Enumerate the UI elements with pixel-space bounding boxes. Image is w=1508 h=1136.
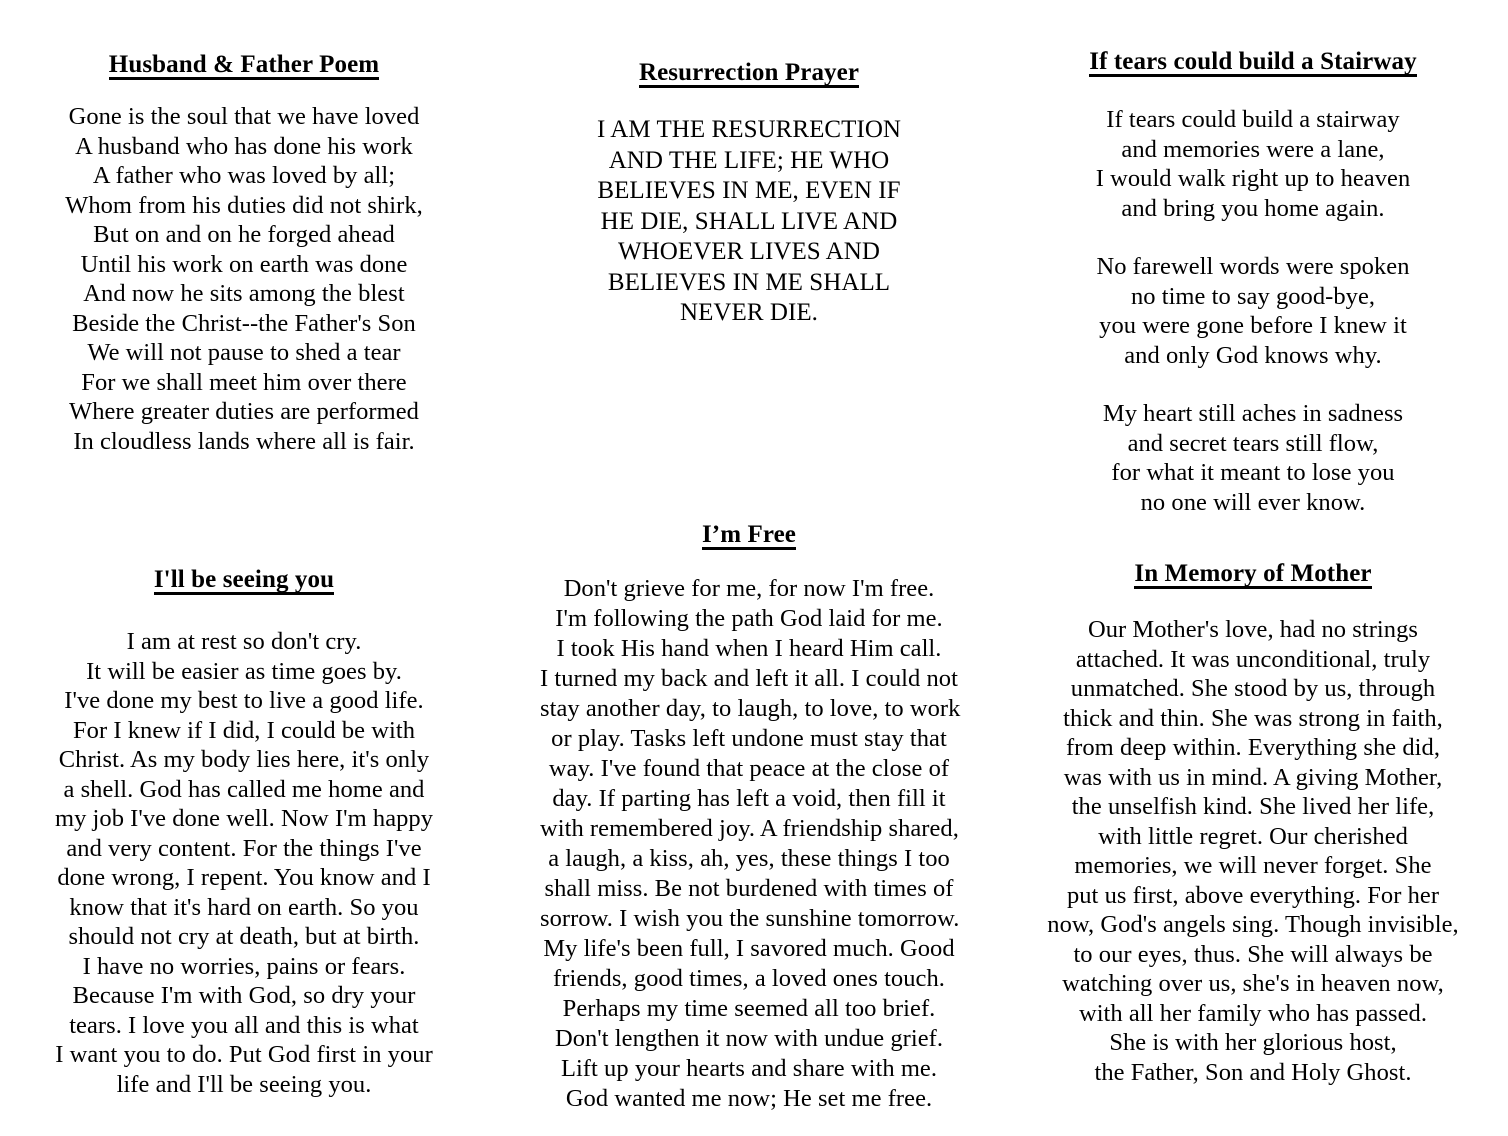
poem-title-wrap	[44, 52, 444, 80]
poem-title: In Memory of Mother	[1134, 560, 1372, 587]
poem-line: I want you to do. Put God first in your	[55, 1041, 433, 1068]
poem-line: with little regret. Our cherished	[1098, 822, 1408, 850]
poem-line: AND THE LIFE; HE WHO	[608, 146, 890, 174]
poem-line: to our eyes, thus. She will always be	[1073, 940, 1433, 968]
poem-line: a shell. God has called me home and	[63, 775, 425, 803]
poem-line: you were gone before I knew it	[1099, 312, 1407, 339]
poem-line: WHOEVER LIVES AND	[618, 238, 880, 265]
poem-cell-resurrection-prayer	[500, 0, 1008, 512]
poem-line: sorrow. I wish you the sunshine tomorrow.	[540, 905, 960, 932]
poem-line: Where greater duties are performed	[69, 398, 419, 425]
poem-line: Don't lengthen it now with undue grief.	[554, 1025, 944, 1052]
poem-line: should not cry at death, but at birth.	[68, 923, 420, 950]
poem-line: thick and thin. She was strong in faith,	[1063, 704, 1443, 732]
poem-line: No farewell words were spoken	[1096, 253, 1410, 280]
poem-line: tears. I love you all and this is what	[69, 1011, 419, 1039]
poem-cell-in-memory-of-mother	[1008, 512, 1508, 1136]
poem-line: Until his work on earth was done	[80, 250, 408, 278]
poem-cell-im-free	[500, 512, 1008, 1136]
poem-line: For I knew if I did, I could be with	[72, 716, 415, 744]
poem-cell-husband-father-poem	[0, 0, 500, 512]
poem-ill-be-seeing-you	[44, 567, 444, 1099]
poem-line: way. I've found that peace at the close of	[548, 755, 950, 782]
poem-line: and very content. For the things I've	[66, 834, 422, 862]
poem-line: with remembered joy. A friendship shared,	[540, 815, 959, 842]
poem-stanza	[540, 574, 961, 1114]
poem-line: Our Mother's love, had no strings	[1088, 616, 1418, 643]
poem-line: God wanted me now; He set me free.	[565, 1085, 933, 1112]
poem-line: My heart still aches in sadness	[1102, 400, 1404, 427]
poem-cell-ill-be-seeing-you	[0, 512, 500, 1136]
poem-stanza	[540, 115, 958, 329]
poem-title-wrap	[540, 522, 958, 550]
poem-line: day. If parting has left a void, then fill it	[552, 785, 946, 812]
poem-title-wrap	[1040, 561, 1466, 589]
poem-line: and memories were a lane,	[1121, 135, 1385, 163]
poem-line: Gone is the soul that we have loved	[68, 103, 420, 130]
poem-body	[540, 115, 958, 329]
poem-line: Beside the Christ--the Father's Son	[72, 309, 416, 337]
poem-line: It will be easier as time goes by.	[86, 657, 402, 685]
poem-line: watching over us, she's in heaven now,	[1062, 970, 1444, 997]
poem-stanza	[1040, 105, 1466, 223]
poem-line: But on and on he forged ahead	[93, 221, 395, 248]
poem-line: I'm following the path God laid for me.	[555, 605, 943, 632]
poem-stanza	[44, 627, 444, 1099]
poem-line: I AM THE RESURRECTION	[596, 116, 902, 143]
poem-line: unmatched. She stood by us, through	[1070, 675, 1436, 702]
poem-line: BELIEVES IN ME, EVEN IF	[597, 177, 901, 204]
poem-stanza	[1040, 252, 1466, 370]
poem-title: Resurrection Prayer	[638, 59, 860, 86]
poem-line: NEVER DIE.	[680, 299, 818, 326]
poem-line: life and I'll be seeing you.	[116, 1070, 372, 1098]
poem-line: Don't grieve for me, for now I'm free.	[563, 575, 935, 602]
poem-body	[540, 574, 961, 1114]
poem-line: Because I'm with God, so dry your	[72, 982, 416, 1009]
poem-stanza	[1040, 615, 1466, 1087]
poem-line: BELIEVES IN ME SHALL	[607, 268, 891, 296]
poem-line: put us first, above everything. For her	[1066, 881, 1440, 909]
poem-line: from deep within. Everything she did,	[1065, 734, 1441, 761]
poem-line: memories, we will never forget. She	[1074, 852, 1432, 879]
poem-line: shall miss. Be not burdened with times of	[544, 875, 954, 902]
poem-line: For we shall meet him over there	[81, 368, 407, 396]
poem-line: now, God's angels sing. Though invisible,	[1047, 911, 1459, 938]
poem-body	[44, 627, 444, 1099]
poem-line: I am at rest so don't cry.	[126, 628, 362, 655]
poem-line: I took His hand when I heard Him call.	[556, 635, 942, 662]
poem-line: and secret tears still flow,	[1127, 429, 1379, 457]
poem-line: HE DIE, SHALL LIVE AND	[600, 207, 898, 235]
poem-title: I’m Free	[701, 521, 797, 548]
poem-line: Whom from his duties did not shirk,	[65, 191, 423, 219]
poem-line: I have no worries, pains or fears.	[82, 952, 406, 980]
poem-line: She is with her glorious host,	[1109, 1029, 1397, 1056]
poem-line: the unselfish kind. She lived her life,	[1071, 793, 1435, 820]
poem-line: attached. It was unconditional, truly	[1075, 645, 1431, 673]
poem-title: Husband & Father Poem	[108, 51, 380, 78]
poem-line: We will not pause to shed a tear	[87, 339, 401, 366]
poem-if-tears-could-build-a-stairway	[1040, 49, 1466, 517]
poem-line: stay another day, to laugh, to love, to work	[540, 695, 961, 722]
poem-title-wrap	[1040, 49, 1466, 77]
poem-line: my job I've done well. Now I'm happy	[54, 805, 434, 832]
poem-in-memory-of-mother	[1040, 561, 1466, 1087]
poem-line: or play. Tasks left undone must stay that	[551, 725, 947, 752]
poem-line: a laugh, a kiss, ah, yes, these things I too	[548, 845, 950, 872]
poem-stanza	[44, 102, 444, 456]
poem-im-free	[540, 521, 961, 1114]
poem-line: was with us in mind. A giving Mother,	[1063, 763, 1443, 791]
poem-title-wrap	[44, 567, 444, 595]
poem-line: friends, good times, a loved ones touch.	[553, 965, 945, 992]
poem-line: no one will ever know.	[1140, 488, 1366, 516]
poem-line: If tears could build a stairway	[1106, 106, 1400, 133]
poem-line: And now he sits among the blest	[83, 280, 405, 307]
poem-line: for what it meant to lose you	[1111, 459, 1395, 486]
poem-line: A father who was loved by all;	[92, 162, 396, 189]
poem-line: I would walk right up to heaven	[1095, 165, 1411, 192]
poem-line: Lift up your hearts and share with me.	[560, 1055, 938, 1082]
poem-resurrection-prayer	[540, 60, 958, 329]
poem-title-wrap	[540, 60, 958, 88]
poem-line: My life's been full, I savored much. Good	[543, 935, 955, 962]
poem-body	[1040, 105, 1466, 517]
poem-line: Perhaps my time seemed all too brief.	[562, 995, 936, 1022]
poem-line: know that it's hard on earth. So you	[69, 893, 419, 921]
poem-title: I'll be seeing you	[153, 566, 335, 593]
poem-line: In cloudless lands where all is fair.	[73, 427, 415, 455]
poem-line: I've done my best to live a good life.	[64, 687, 424, 714]
poem-line: no time to say good-bye,	[1130, 282, 1376, 310]
poem-body	[1040, 615, 1466, 1087]
poem-body	[44, 102, 444, 456]
poem-cell-if-tears-could-build-a-stairway	[1008, 0, 1508, 516]
poem-line: with all her family who has passed.	[1078, 999, 1428, 1027]
poem-line: I turned my back and left it all. I could not	[540, 665, 958, 692]
poem-line: done wrong, I repent. You know and I	[57, 864, 431, 891]
poem-line: and only God knows why.	[1124, 341, 1382, 369]
poem-stanza	[1040, 399, 1466, 517]
poem-husband-father-poem	[44, 52, 444, 456]
poem-line: Christ. As my body lies here, it's only	[58, 746, 430, 773]
poem-line: and bring you home again.	[1121, 194, 1385, 222]
poem-line: the Father, Son and Holy Ghost.	[1094, 1058, 1412, 1086]
poem-title: If tears could build a Stairway	[1089, 48, 1417, 75]
poem-line: A husband who has done his work	[75, 132, 413, 160]
